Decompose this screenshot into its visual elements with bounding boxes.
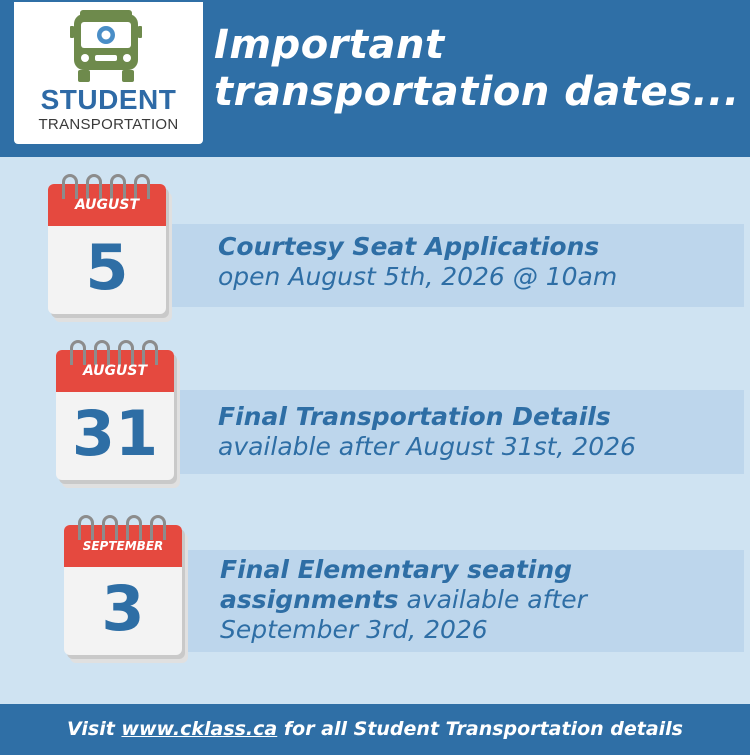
title-line-2: transportation dates... (214, 69, 740, 115)
calendar-icon (44, 174, 170, 316)
calendar-month: SEPTEMBER (82, 539, 164, 553)
footer-prefix: Visit (67, 718, 115, 740)
header (0, 0, 750, 157)
event-detail: open August 5th, 2026 @ 10am (218, 262, 618, 291)
event-title-part2: assignments (220, 585, 399, 614)
calendar-icon (52, 340, 178, 482)
event-title-part1: Final Elementary seating (220, 555, 573, 584)
calendar-day: 5 (85, 231, 129, 304)
calendar-day: 31 (71, 397, 159, 470)
logo-transportation-text: TRANSPORTATION (38, 116, 179, 133)
event-text-1 (218, 232, 738, 292)
event-detail: available after August 31st, 2026 (218, 432, 636, 461)
bus-icon (70, 8, 142, 84)
event-text-3 (220, 555, 740, 645)
calendar-month: AUGUST (82, 363, 148, 379)
logo (14, 2, 203, 144)
event-detail-part2: September 3rd, 2026 (220, 615, 488, 644)
calendar-day: 3 (101, 572, 145, 645)
event-text-2 (218, 402, 738, 462)
events-panel (0, 157, 750, 704)
event-title: Courtesy Seat Applications (218, 232, 600, 261)
footer-suffix: for all Student Transportation details (283, 718, 683, 740)
calendar-month: AUGUST (74, 197, 140, 213)
event-detail-part1: available after (406, 585, 587, 614)
footer (0, 704, 750, 755)
logo-student-text: STUDENT (40, 84, 177, 115)
event-title: Final Transportation Details (218, 402, 611, 431)
website-link[interactable]: www.cklass.ca (121, 718, 278, 740)
page-title (214, 22, 744, 116)
calendar-icon (60, 515, 186, 657)
title-line-1: Important (214, 22, 445, 68)
